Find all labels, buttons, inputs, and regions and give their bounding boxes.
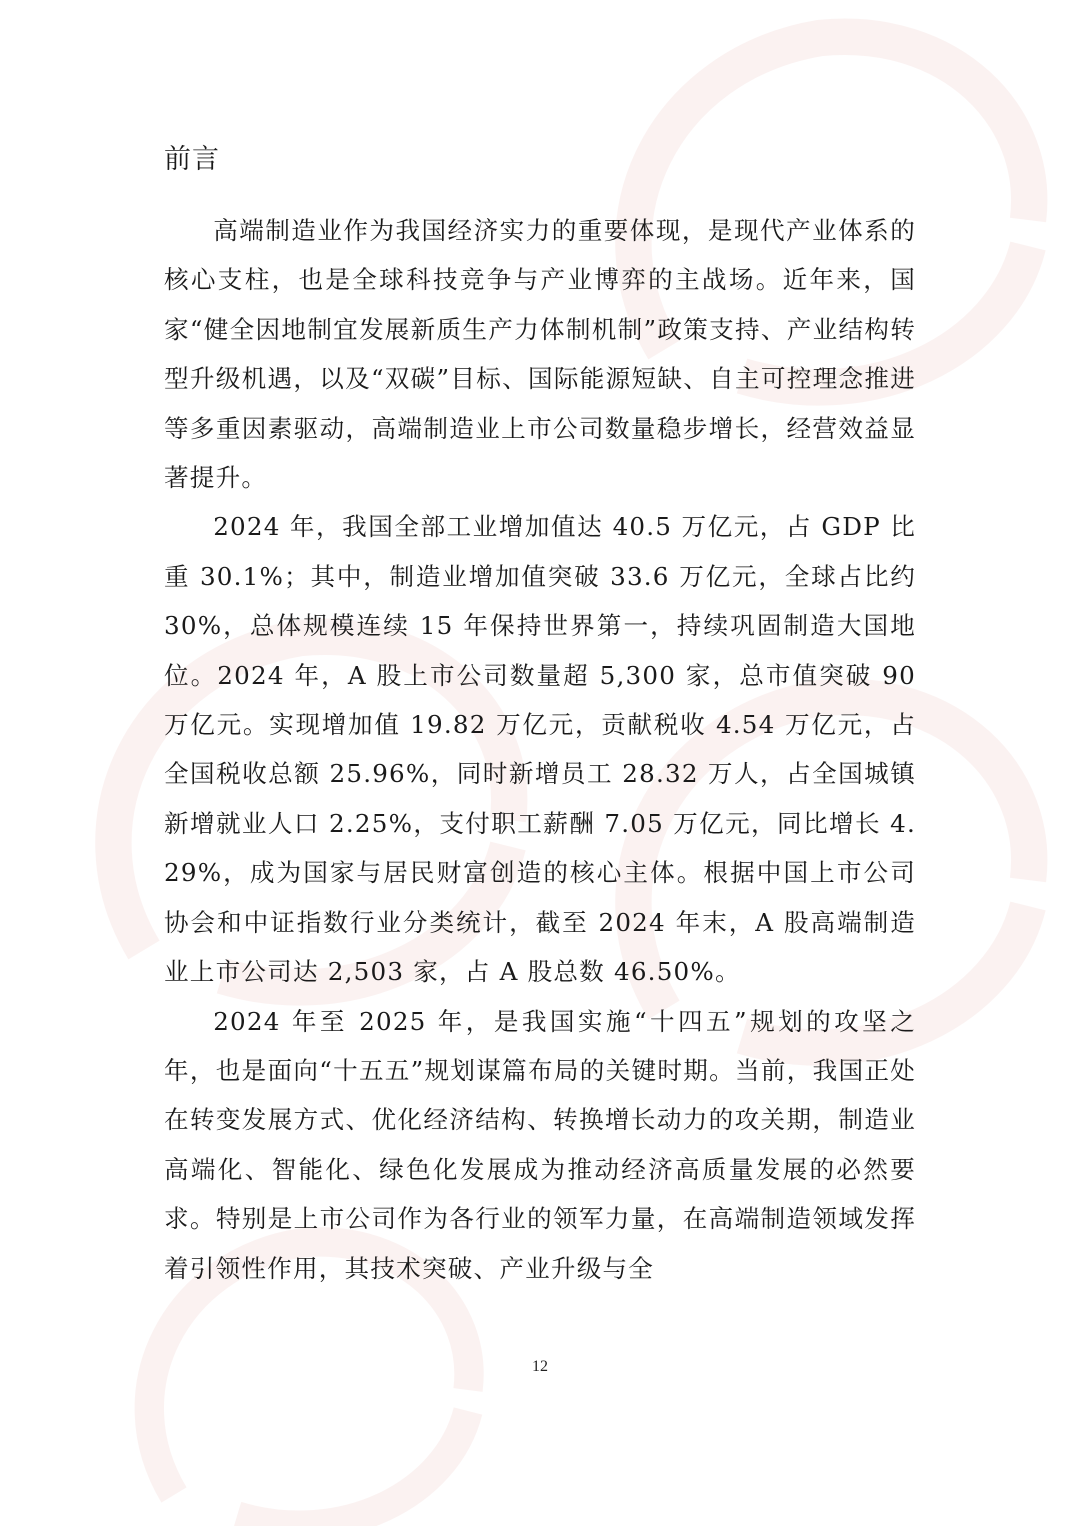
paragraph-intro: 高端制造业作为我国经济实力的重要体现，是现代产业体系的核心支柱，也是全球科技竞争与产业博弈的主战场。近年来，国家“健全因地制宜发展新质生产力体制机制”政策支持、产业结构转型升级机遇，以及“双碳”目标、国际能源短缺、自主可控理念推进等多重因素驱动，高端制造业上市公司数量稳步增长，经营效益显著提升。 [164,216,916,493]
page-title: 前言 [164,144,220,175]
page-body [164,134,916,1293]
paragraph-planning: 2024 年至 2025 年，是我国实施“十四五”规划的攻坚之年，也是面向“十五五”规划谋篇布局的关键时期。当前，我国正处在转变发展方式、优化经济结构、转换增长动力的攻关期，制造业高端化、智能化、绿色化发展成为推动经济高质量发展的必然要求。特别是上市公司作为各行业的领军力量，在高端制造领域发挥着引领性作用，其技术突破、产业升级与全 [164,1006,916,1283]
paragraph-statistics: 2024 年，我国全部工业增加值达 40.5 万亿元，占 GDP 比重 30.1%；其中，制造业增加值突破 33.6 万亿元，全球占比约 30%，总体规模连续 15 年保持世界第一，持续巩固制造大国地位。2024 年，A 股上市公司数量超 5,300 家，总市值突破 90 万亿元。实现增加值 19.82 万亿元，贡献税收 4.54 万亿元，占全国税收总额 25.96%，同时新增员工 28.32 万人，占全国城镇新增就业人口 2.25%，支付职工薪酬 7.05 万亿元，同比增长 4.29%，成为国家与居民财富创造的核心主体。根据中国上市公司协会和中证指数行业分类统计，截至 2024 年末，A 股高端制造业上市公司达 2,503 家，占 A 股总数 46.50%。 [164,512,916,987]
page-number: 12 [532,1358,548,1375]
